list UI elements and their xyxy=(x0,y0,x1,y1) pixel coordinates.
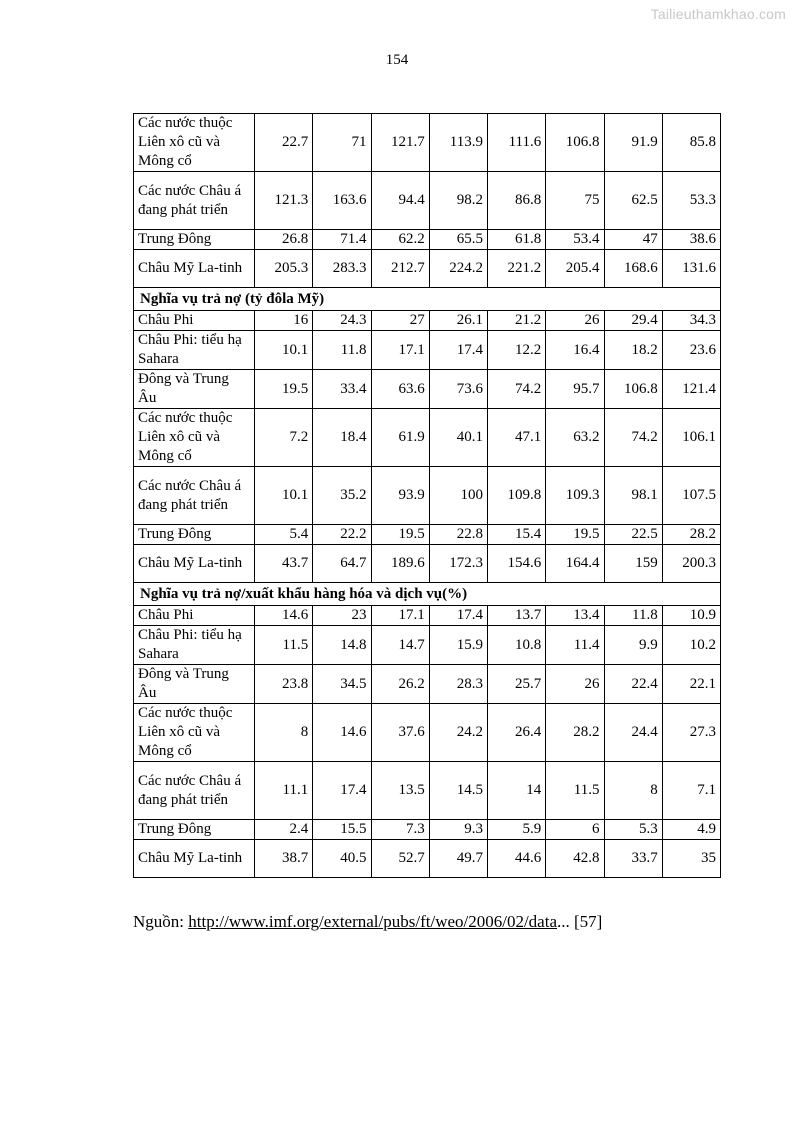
cell-value: 17.4 xyxy=(313,762,371,820)
cell-value: 4.9 xyxy=(662,820,720,840)
cell-value: 91.9 xyxy=(604,114,662,172)
row-label: Các nước Châu á đang phát triển xyxy=(134,172,255,230)
cell-value: 74.2 xyxy=(604,409,662,467)
cell-value: 61.8 xyxy=(488,230,546,250)
cell-value: 109.8 xyxy=(488,467,546,525)
cell-value: 106.1 xyxy=(662,409,720,467)
cell-value: 9.3 xyxy=(429,820,487,840)
cell-value: 14 xyxy=(488,762,546,820)
cell-value: 86.8 xyxy=(488,172,546,230)
cell-value: 62.5 xyxy=(604,172,662,230)
cell-value: 11.5 xyxy=(546,762,604,820)
row-label: Châu Mỹ La-tinh xyxy=(134,840,255,878)
cell-value: 98.2 xyxy=(429,172,487,230)
cell-value: 26 xyxy=(546,665,604,704)
cell-value: 164.4 xyxy=(546,545,604,583)
cell-value: 113.9 xyxy=(429,114,487,172)
table-row xyxy=(134,525,721,545)
cell-value: 26.1 xyxy=(429,311,487,331)
cell-value: 6 xyxy=(546,820,604,840)
cell-value: 5.9 xyxy=(488,820,546,840)
cell-value: 7.1 xyxy=(662,762,720,820)
cell-value: 25.7 xyxy=(488,665,546,704)
cell-value: 7.2 xyxy=(255,409,313,467)
cell-value: 34.3 xyxy=(662,311,720,331)
cell-value: 12.2 xyxy=(488,331,546,370)
cell-value: 95.7 xyxy=(546,370,604,409)
row-label: Châu Mỹ La-tinh xyxy=(134,545,255,583)
cell-value: 109.3 xyxy=(546,467,604,525)
cell-value: 8 xyxy=(604,762,662,820)
table-body xyxy=(134,114,721,878)
row-label: Trung Đông xyxy=(134,230,255,250)
cell-value: 28.2 xyxy=(662,525,720,545)
cell-value: 10.9 xyxy=(662,606,720,626)
cell-value: 154.6 xyxy=(488,545,546,583)
cell-value: 5.3 xyxy=(604,820,662,840)
cell-value: 212.7 xyxy=(371,250,429,288)
cell-value: 189.6 xyxy=(371,545,429,583)
cell-value: 61.9 xyxy=(371,409,429,467)
section-title: Nghĩa vụ trả nợ (tỷ đôla Mỹ) xyxy=(134,288,721,311)
cell-value: 44.6 xyxy=(488,840,546,878)
cell-value: 16 xyxy=(255,311,313,331)
cell-value: 63.6 xyxy=(371,370,429,409)
cell-value: 98.1 xyxy=(604,467,662,525)
cell-value: 47.1 xyxy=(488,409,546,467)
cell-value: 17.4 xyxy=(429,606,487,626)
row-label: Châu Phi xyxy=(134,606,255,626)
cell-value: 8 xyxy=(255,704,313,762)
cell-value: 28.2 xyxy=(546,704,604,762)
cell-value: 21.2 xyxy=(488,311,546,331)
cell-value: 19.5 xyxy=(546,525,604,545)
source-suffix: ... [57] xyxy=(557,912,603,931)
cell-value: 14.6 xyxy=(255,606,313,626)
data-table xyxy=(133,113,721,878)
cell-value: 28.3 xyxy=(429,665,487,704)
cell-value: 15.5 xyxy=(313,820,371,840)
table-row xyxy=(134,840,721,878)
table-row xyxy=(134,762,721,820)
cell-value: 10.8 xyxy=(488,626,546,665)
table-row xyxy=(134,467,721,525)
section-header-row xyxy=(134,288,721,311)
cell-value: 33.7 xyxy=(604,840,662,878)
cell-value: 224.2 xyxy=(429,250,487,288)
cell-value: 205.3 xyxy=(255,250,313,288)
source-link[interactable]: http://www.imf.org/external/pubs/ft/weo/2006/02/data xyxy=(188,912,557,931)
row-label: Các nước thuộc Liên xô cũ và Mông cổ xyxy=(134,704,255,762)
row-label: Các nước thuộc Liên xô cũ và Mông cổ xyxy=(134,114,255,172)
cell-value: 22.1 xyxy=(662,665,720,704)
row-label: Các nước thuộc Liên xô cũ và Mông cổ xyxy=(134,409,255,467)
cell-value: 33.4 xyxy=(313,370,371,409)
cell-value: 11.1 xyxy=(255,762,313,820)
cell-value: 94.4 xyxy=(371,172,429,230)
cell-value: 22.8 xyxy=(429,525,487,545)
cell-value: 106.8 xyxy=(546,114,604,172)
row-label: Trung Đông xyxy=(134,820,255,840)
cell-value: 34.5 xyxy=(313,665,371,704)
cell-value: 22.5 xyxy=(604,525,662,545)
row-label: Các nước Châu á đang phát triển xyxy=(134,762,255,820)
cell-value: 26.4 xyxy=(488,704,546,762)
row-label: Các nước Châu á đang phát triển xyxy=(134,467,255,525)
table-row xyxy=(134,545,721,583)
row-label: Trung Đông xyxy=(134,525,255,545)
row-label: Đông và Trung Âu xyxy=(134,665,255,704)
cell-value: 38.6 xyxy=(662,230,720,250)
row-label: Châu Phi: tiểu hạ Sahara xyxy=(134,331,255,370)
cell-value: 40.5 xyxy=(313,840,371,878)
cell-value: 2.4 xyxy=(255,820,313,840)
table-row xyxy=(134,704,721,762)
cell-value: 14.8 xyxy=(313,626,371,665)
cell-value: 75 xyxy=(546,172,604,230)
row-label: Đông và Trung Âu xyxy=(134,370,255,409)
cell-value: 17.1 xyxy=(371,331,429,370)
row-label: Châu Phi: tiểu hạ Sahara xyxy=(134,626,255,665)
cell-value: 107.5 xyxy=(662,467,720,525)
cell-value: 283.3 xyxy=(313,250,371,288)
cell-value: 200.3 xyxy=(662,545,720,583)
cell-value: 27 xyxy=(371,311,429,331)
cell-value: 24.2 xyxy=(429,704,487,762)
cell-value: 131.6 xyxy=(662,250,720,288)
cell-value: 27.3 xyxy=(662,704,720,762)
table-row xyxy=(134,172,721,230)
cell-value: 121.7 xyxy=(371,114,429,172)
cell-value: 37.6 xyxy=(371,704,429,762)
row-label: Châu Mỹ La-tinh xyxy=(134,250,255,288)
cell-value: 23.6 xyxy=(662,331,720,370)
cell-value: 23 xyxy=(313,606,371,626)
cell-value: 52.7 xyxy=(371,840,429,878)
cell-value: 221.2 xyxy=(488,250,546,288)
cell-value: 38.7 xyxy=(255,840,313,878)
cell-value: 121.3 xyxy=(255,172,313,230)
cell-value: 15.4 xyxy=(488,525,546,545)
cell-value: 11.4 xyxy=(546,626,604,665)
cell-value: 22.7 xyxy=(255,114,313,172)
cell-value: 121.4 xyxy=(662,370,720,409)
cell-value: 71.4 xyxy=(313,230,371,250)
cell-value: 73.6 xyxy=(429,370,487,409)
cell-value: 163.6 xyxy=(313,172,371,230)
cell-value: 159 xyxy=(604,545,662,583)
cell-value: 10.2 xyxy=(662,626,720,665)
cell-value: 23.8 xyxy=(255,665,313,704)
table-row xyxy=(134,370,721,409)
cell-value: 26 xyxy=(546,311,604,331)
cell-value: 11.5 xyxy=(255,626,313,665)
section-header-row xyxy=(134,583,721,606)
cell-value: 24.3 xyxy=(313,311,371,331)
cell-value: 13.4 xyxy=(546,606,604,626)
row-label: Châu Phi xyxy=(134,311,255,331)
cell-value: 100 xyxy=(429,467,487,525)
cell-value: 29.4 xyxy=(604,311,662,331)
cell-value: 19.5 xyxy=(255,370,313,409)
table-row xyxy=(134,331,721,370)
cell-value: 11.8 xyxy=(604,606,662,626)
cell-value: 111.6 xyxy=(488,114,546,172)
cell-value: 172.3 xyxy=(429,545,487,583)
source-prefix: Nguồn: xyxy=(133,912,189,931)
cell-value: 26.8 xyxy=(255,230,313,250)
cell-value: 62.2 xyxy=(371,230,429,250)
cell-value: 24.4 xyxy=(604,704,662,762)
cell-value: 71 xyxy=(313,114,371,172)
cell-value: 18.4 xyxy=(313,409,371,467)
cell-value: 18.2 xyxy=(604,331,662,370)
cell-value: 35 xyxy=(662,840,720,878)
table-row xyxy=(134,665,721,704)
cell-value: 93.9 xyxy=(371,467,429,525)
cell-value: 53.3 xyxy=(662,172,720,230)
cell-value: 53.4 xyxy=(546,230,604,250)
table-row xyxy=(134,230,721,250)
cell-value: 47 xyxy=(604,230,662,250)
cell-value: 14.7 xyxy=(371,626,429,665)
source-note xyxy=(133,912,602,932)
cell-value: 16.4 xyxy=(546,331,604,370)
page-number: 154 xyxy=(385,52,409,68)
cell-value: 5.4 xyxy=(255,525,313,545)
table-row xyxy=(134,409,721,467)
cell-value: 22.4 xyxy=(604,665,662,704)
cell-value: 14.6 xyxy=(313,704,371,762)
cell-value: 13.5 xyxy=(371,762,429,820)
cell-value: 42.8 xyxy=(546,840,604,878)
cell-value: 15.9 xyxy=(429,626,487,665)
cell-value: 7.3 xyxy=(371,820,429,840)
cell-value: 64.7 xyxy=(313,545,371,583)
cell-value: 17.1 xyxy=(371,606,429,626)
cell-value: 63.2 xyxy=(546,409,604,467)
watermark: Tailieuthamkhao.com xyxy=(650,6,786,22)
cell-value: 11.8 xyxy=(313,331,371,370)
cell-value: 10.1 xyxy=(255,467,313,525)
cell-value: 19.5 xyxy=(371,525,429,545)
table-row xyxy=(134,820,721,840)
cell-value: 168.6 xyxy=(604,250,662,288)
cell-value: 40.1 xyxy=(429,409,487,467)
table-row xyxy=(134,606,721,626)
cell-value: 9.9 xyxy=(604,626,662,665)
cell-value: 85.8 xyxy=(662,114,720,172)
cell-value: 74.2 xyxy=(488,370,546,409)
cell-value: 106.8 xyxy=(604,370,662,409)
cell-value: 35.2 xyxy=(313,467,371,525)
section-title: Nghĩa vụ trả nợ/xuất khẩu hàng hóa và dịch vụ(%) xyxy=(134,583,721,606)
cell-value: 65.5 xyxy=(429,230,487,250)
cell-value: 14.5 xyxy=(429,762,487,820)
cell-value: 205.4 xyxy=(546,250,604,288)
cell-value: 26.2 xyxy=(371,665,429,704)
cell-value: 49.7 xyxy=(429,840,487,878)
cell-value: 10.1 xyxy=(255,331,313,370)
cell-value: 43.7 xyxy=(255,545,313,583)
cell-value: 17.4 xyxy=(429,331,487,370)
cell-value: 13.7 xyxy=(488,606,546,626)
cell-value: 22.2 xyxy=(313,525,371,545)
table-row xyxy=(134,626,721,665)
table-row xyxy=(134,250,721,288)
table-row xyxy=(134,114,721,172)
table-row xyxy=(134,311,721,331)
